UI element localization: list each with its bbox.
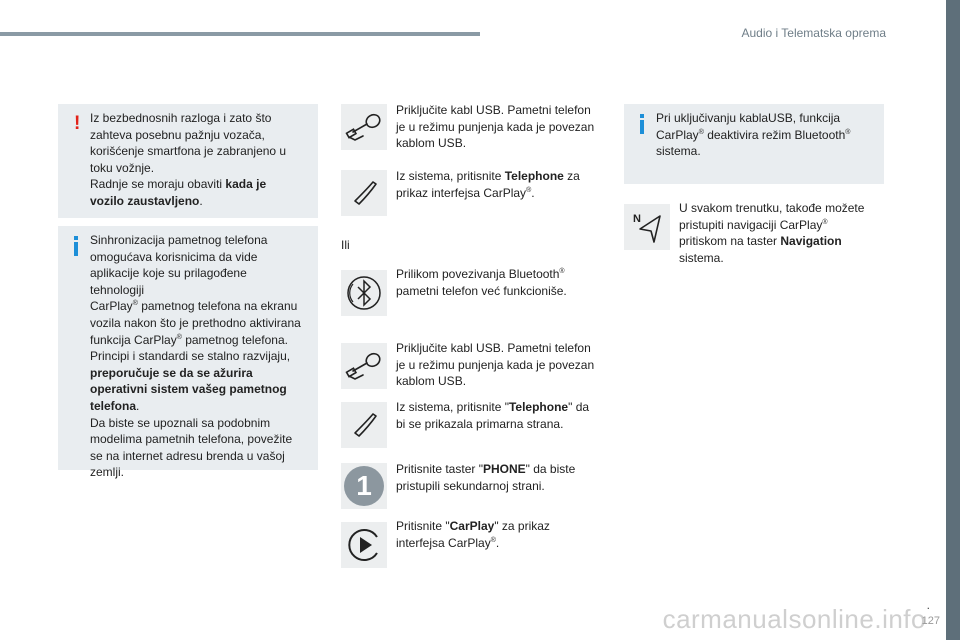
navigation-icon — [624, 204, 670, 250]
info-icon — [74, 236, 78, 256]
watermark: carmanualsonline.info — [662, 604, 926, 634]
step-usb-1: Priključite kabl USB. Pametni telefon je u režimu punjenja kada je povezan kablom USB. — [396, 103, 595, 151]
step-usb-2: Priključite kabl USB. Pametni telefon je u režimu punjenja kada je povezan kablom USB. — [396, 341, 595, 389]
warning-text: Iz bezbednosnih razloga i zato što zahteva posebnu pažnju vozača, korišćenje smartfona je zabranjeno u toku vožnje. Radnje se moraju obaviti kada je vozilo zaustavljeno. — [90, 111, 287, 208]
page-number: 127 — [921, 615, 940, 627]
info-text-2: Pri uključivanju kablaUSB, funkcija CarPlay® deaktivira režim Bluetooth® sistema. — [656, 111, 851, 159]
usb-cable-icon — [341, 104, 387, 150]
step-navigation: U svakom trenutku, takođe možete pristupiti navigaciji CarPlay® pritiskom na taster Navigation sistema. — [679, 201, 865, 265]
side-strip — [946, 0, 960, 640]
step-number-badge: 1 — [341, 463, 387, 509]
phone-icon — [341, 170, 387, 216]
step-bluetooth: Prilikom povezivanja Bluetooth® pametni telefon već funkcioniše. — [396, 267, 567, 298]
navigation-icon-letter: N — [633, 213, 641, 225]
step-telephone-2: Iz sistema, pritisnite "Telephone" da bi se prikazala primarna strana. — [396, 400, 590, 431]
info-text: Sinhronizacija pametnog telefona omogućava korisnicima da vide aplikacije koje su prilagođene tehnologiji CarPlay® pametnog telefona na ekranu vozila nakon što je prethodno aktivirana funkcija CarPlay® pametnog telefona. Principi i standardi se stalno razvijaju, preporučuje se da se ažurira operativni sistem vašeg pametnog telefona. Da biste se upoznali sa podobnim modelima pametnih telefona, povežite se na internet adresu brenda u vašoj zemlji. — [90, 233, 301, 480]
or-label: Ili — [341, 238, 350, 252]
carplay-icon — [341, 522, 387, 568]
step-phone-key: Pritisnite taster "PHONE" da biste pristupili sekundarnoj strani. — [396, 462, 576, 493]
info-icon-2 — [640, 114, 644, 134]
info-box — [58, 226, 318, 480]
warning-box — [58, 104, 318, 218]
bluetooth-icon — [341, 270, 387, 316]
phone-icon-2 — [341, 402, 387, 448]
step-carplay: Pritisnite "CarPlay" za prikaz interfejsa CarPlay®. — [396, 519, 550, 550]
exclamation-icon: ! — [74, 113, 81, 134]
page-title: Audio i Telematska oprema — [741, 26, 886, 40]
page-dot: . — [926, 598, 930, 612]
step-telephone-1: Iz sistema, pritisnite Telephone za prikaz interfejsa CarPlay®. — [396, 169, 580, 200]
header-bar — [0, 32, 480, 36]
info-box-bluetooth — [624, 104, 884, 184]
usb-cable-icon-2 — [341, 343, 387, 389]
